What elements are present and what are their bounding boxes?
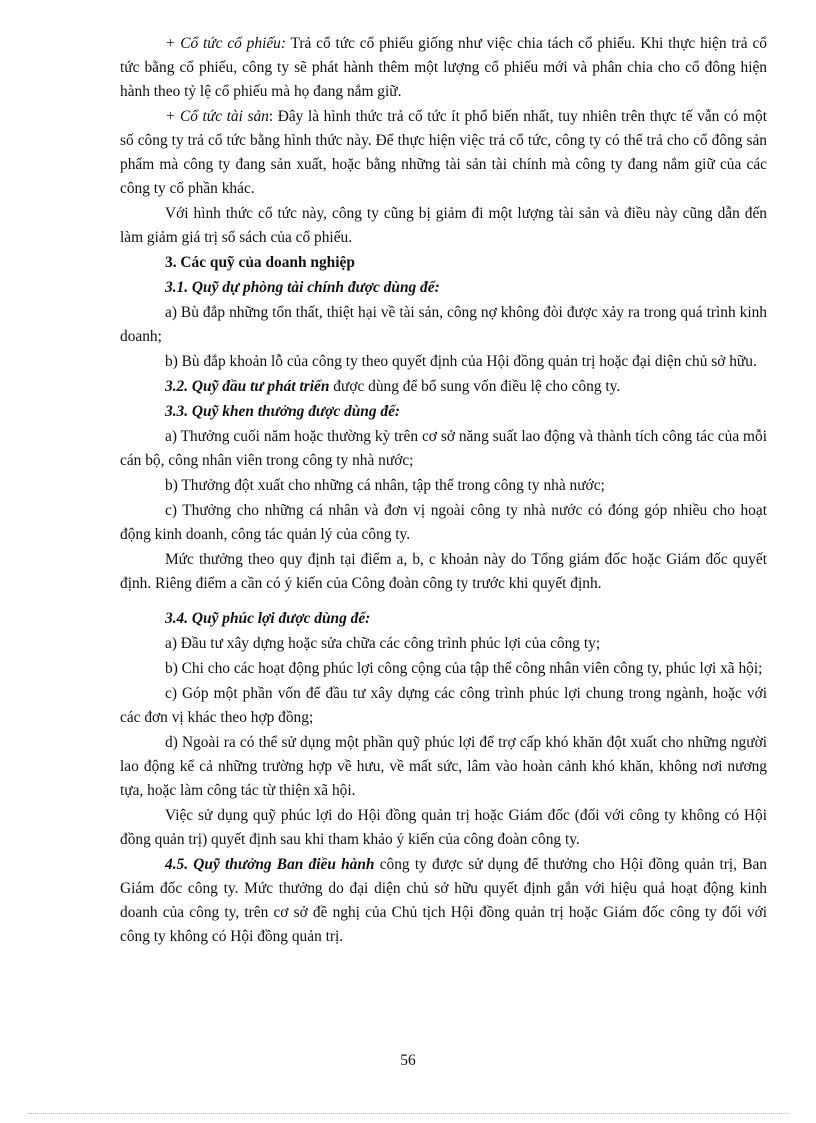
subsection-heading-3-2: 3.2. Quỹ đầu tư phát triển	[165, 378, 330, 395]
list-item: b) Chi cho các hoạt động phúc lợi công cộng của tập thể công nhân viên công ty, phúc lợi xã hội;	[165, 660, 763, 677]
list-item: b) Bù đắp khoản lỗ của công ty theo quyết định của Hội đồng quản trị hoặc đại diện chủ sở hữu.	[165, 353, 757, 370]
paragraph-co-tuc-co-phieu	[120, 32, 767, 104]
lead-term: + Cổ tức tài sản	[165, 108, 269, 125]
paragraph-text: Trả cổ tức cổ phiếu giống như việc chia tách cổ phiếu. Khi thực hiện trả cổ tức bằng cổ phiếu, công ty sẽ phát hành thêm một lượng cổ phiếu mới và phân chia cho cổ đông hiện hành theo tỷ lệ cổ phiếu mà họ đang nắm giữ.	[120, 35, 767, 100]
paragraph-text: công ty được sử dụng để thưởng cho Hội đồng quản trị, Ban Giám đốc công ty. Mức thưởng do đại diện chủ sở hữu quyết định gắn với hiệu quả hoạt động kinh doanh của công ty, trên cơ sở đề nghị của Chủ tịch Hội đồng quản trị hoặc Giám đốc công ty đối với công ty không có Hội đồng quản trị.	[120, 856, 768, 945]
paragraph: Việc sử dụng quỹ phúc lợi do Hội đồng quản trị hoặc Giám đốc (đối với công ty không có Hội đồng quản trị) quyết định sau khi tham khảo ý kiến của công đoàn công ty.	[120, 807, 767, 848]
subsection-heading-4-5: 4.5. Quỹ thưởng Ban điều hành	[165, 856, 375, 873]
paragraph-text: được dùng để bổ sung vốn điều lệ cho công ty.	[329, 378, 621, 395]
list-item: c) Góp một phần vốn để đầu tư xây dựng các công trình phúc lợi chung trong ngành, hoặc với các đơn vị khác theo hợp đồng;	[120, 685, 767, 726]
list-item: a) Bù đắp những tổn thất, thiệt hại về tài sản, công nợ không đòi được xảy ra trong quá trình kinh doanh;	[120, 304, 767, 345]
lead-term: + Cổ tức cổ phiếu:	[165, 35, 286, 52]
section-heading-3: 3. Các quỹ của doanh nghiệp	[165, 254, 355, 271]
subsection-4-5	[120, 853, 767, 949]
subsection-heading-3-4: 3.4. Quỹ phúc lợi được dùng để:	[165, 610, 371, 627]
list-item: a) Đầu tư xây dựng hoặc sửa chữa các công trình phúc lợi của công ty;	[165, 635, 601, 652]
subsection-heading-3-1: 3.1. Quỹ dự phòng tài chính được dùng để:	[165, 279, 440, 296]
paragraph-co-tuc-tai-san	[120, 105, 767, 201]
document-body	[120, 32, 767, 950]
paragraph-text: : Đây là hình thức trả cổ tức ít phổ biến nhất, tuy nhiên trên thực tế vẫn có một số công ty trả cổ tức bằng hình thức này. Để thực hiện việc trả cổ tức, công ty có thể trả cho cổ đông sản phẩm mà công ty đang sản xuất, hoặc bằng những tài sản tài chính mà công ty đang nắm giữ của các công ty cổ phần khác.	[120, 108, 767, 197]
subsection-heading-3-3: 3.3. Quỹ khen thưởng được dùng để:	[165, 403, 401, 420]
paragraph: Với hình thức cổ tức này, công ty cũng bị giảm đi một lượng tài sản và điều này cũng dẫn đến làm giảm giá trị sổ sách của cổ phiếu.	[120, 205, 767, 246]
list-item: c) Thưởng cho những cá nhân và đơn vị ngoài công ty nhà nước có đóng góp nhiều cho hoạt động kinh doanh, công tác quản lý của công ty.	[120, 502, 767, 543]
page-border	[28, 1113, 788, 1114]
paragraph: Mức thưởng theo quy định tại điểm a, b, c khoản này do Tổng giám đốc hoặc Giám đốc quyết định. Riêng điểm a cần có ý kiến của Công đoàn công ty trước khi quyết định.	[120, 551, 767, 592]
list-item: a) Thưởng cuối năm hoặc thường kỳ trên cơ sở năng suất lao động và thành tích công tác của mỗi cán bộ, công nhân viên trong công ty nhà nước;	[120, 428, 767, 469]
page-number: 56	[400, 1052, 416, 1069]
list-item: d) Ngoài ra có thể sử dụng một phần quỹ phúc lợi để trợ cấp khó khăn đột xuất cho những người lao động kể cả những trường hợp về hưu, về mất sức, lâm vào hoàn cảnh khó khăn, không nơi nương tựa, hoặc làm công tác từ thiện xã hội.	[120, 734, 767, 799]
subsection-3-2	[120, 375, 767, 399]
list-item: b) Thưởng đột xuất cho những cá nhân, tập thể trong công ty nhà nước;	[165, 477, 605, 494]
